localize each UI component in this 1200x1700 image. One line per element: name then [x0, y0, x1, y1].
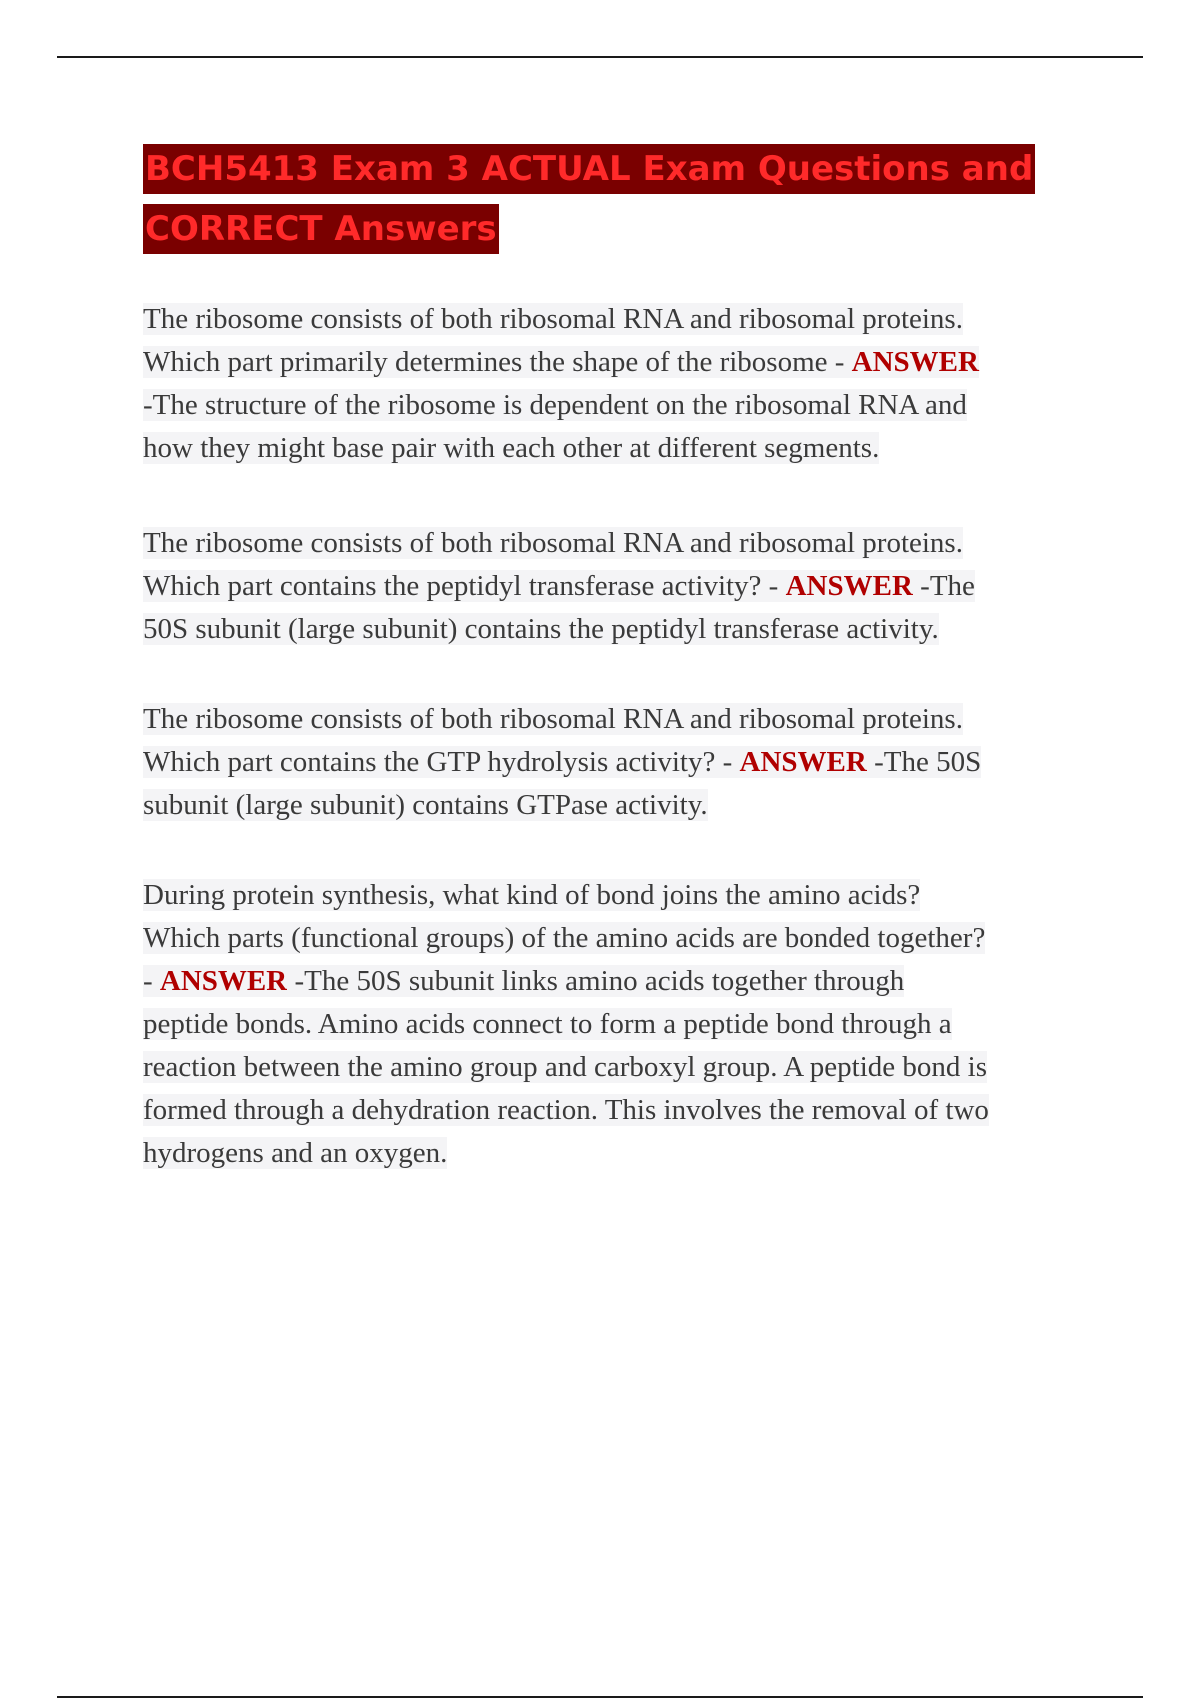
answer-label: ANSWER: [785, 570, 913, 602]
qa-line: The ribosome consists of both ribosomal RNA and ribosomal proteins.: [143, 303, 963, 335]
document-title: [143, 144, 1043, 264]
qa-line: The ribosome consists of both ribosomal RNA and ribosomal proteins.: [143, 527, 963, 559]
qa-line: Which part contains the peptidyl transferase activity? - ANSWER -The: [143, 570, 975, 602]
answer-label: ANSWER: [851, 346, 979, 378]
answer-label: ANSWER: [739, 746, 867, 778]
qa-item-1: [143, 298, 1093, 470]
qa-line: Which part primarily determines the shape of the ribosome - ANSWER: [143, 346, 979, 378]
qa-line: hydrogens and an oxygen.: [143, 1137, 448, 1169]
qa-line: reaction between the amino group and carboxyl group. A peptide bond is: [143, 1051, 988, 1083]
qa-line: - ANSWER -The 50S subunit links amino acids together through: [143, 965, 905, 997]
qa-line: 50S subunit (large subunit) contains the peptidyl transferase activity.: [143, 613, 939, 645]
qa-item-4: [143, 874, 1093, 1175]
qa-line: Which part contains the GTP hydrolysis activity? - ANSWER -The 50S: [143, 746, 982, 778]
qa-line: Which parts (functional groups) of the amino acids are bonded together?: [143, 922, 986, 954]
qa-line: peptide bonds. Amino acids connect to form a peptide bond through a: [143, 1008, 952, 1040]
top-divider: [57, 56, 1143, 58]
qa-item-2: [143, 522, 1093, 651]
qa-item-3: [143, 698, 1093, 827]
qa-line: how they might base pair with each other at different segments.: [143, 432, 880, 464]
bottom-divider: [57, 1696, 1143, 1698]
qa-line: subunit (large subunit) contains GTPase activity.: [143, 789, 708, 821]
qa-line: -The structure of the ribosome is dependent on the ribosomal RNA and: [143, 389, 967, 421]
answer-label: ANSWER: [159, 965, 288, 997]
qa-line: During protein synthesis, what kind of bond joins the amino acids?: [143, 879, 921, 911]
qa-line: formed through a dehydration reaction. This involves the removal of two: [143, 1094, 989, 1126]
title-line-1: BCH5413 Exam 3 ACTUAL Exam Questions and: [143, 144, 1035, 194]
title-line-2: CORRECT Answers: [143, 204, 499, 254]
qa-line: The ribosome consists of both ribosomal RNA and ribosomal proteins.: [143, 703, 963, 735]
